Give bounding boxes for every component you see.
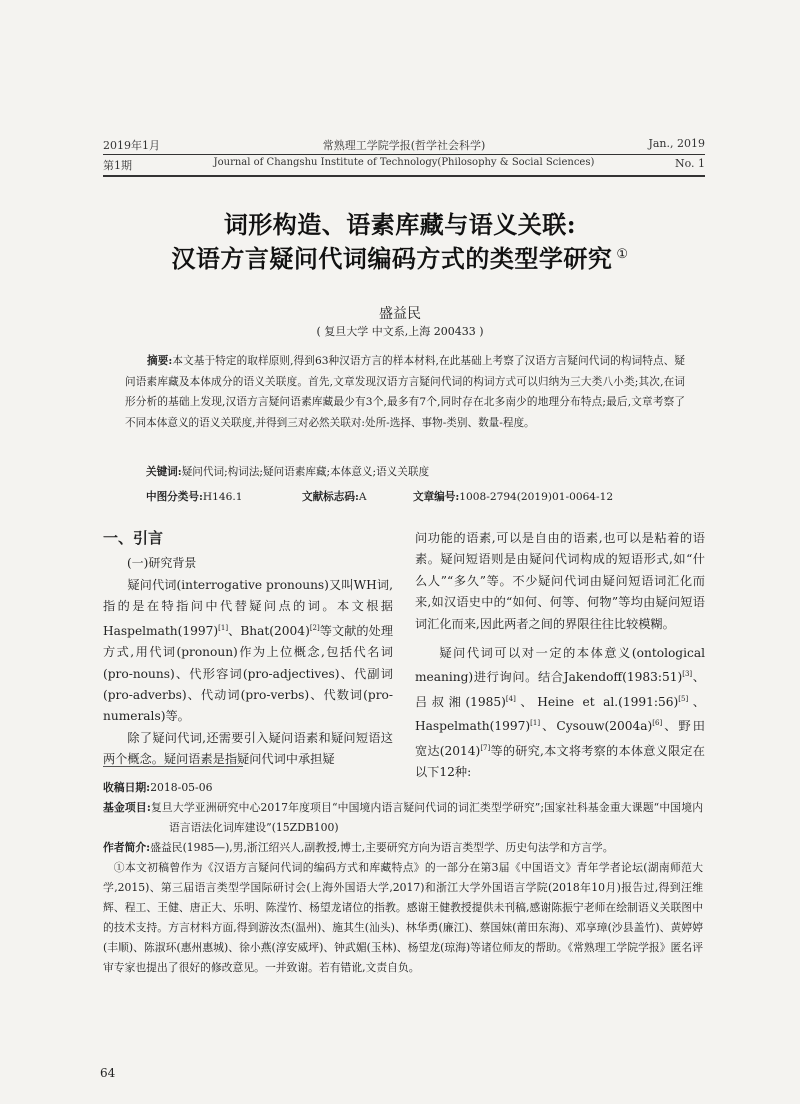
header-journal-en: Journal of Changshu Institute of Technology(Philosophy & Social Sciences) — [213, 157, 595, 168]
article-number — [413, 489, 613, 504]
title-note-mark: ① — [616, 247, 629, 262]
subsection-heading: (一)研究背景 — [127, 556, 197, 571]
received-label: 收稿日期: — [103, 781, 151, 794]
header-issue: 第1期 — [103, 159, 132, 172]
fund-text: 复旦大学亚洲研究中心2017年度项目“中国境内语言疑问代词的词汇类型学研究”;国家社科基金重大课题“中国境内语言语法化词库建设”(15ZDB100) — [150, 801, 703, 834]
citation-ref: [2] — [309, 623, 320, 632]
article-title-line2 — [0, 239, 800, 274]
footnote-rule — [103, 766, 243, 767]
header-date-en: Jan., 2019 — [648, 137, 705, 150]
citation-ref: [3] — [682, 670, 693, 679]
author-affiliation: ( 复旦大学 中文系,上海 200433 ) — [316, 325, 484, 338]
paragraph-3 — [415, 643, 705, 784]
keywords-label: 关键词: — [146, 466, 182, 478]
bio-label: 作者简介: — [103, 841, 151, 854]
paragraph-1 — [103, 575, 393, 728]
abstract-label: 摘要: — [147, 355, 173, 367]
footnote-fund — [103, 798, 703, 838]
abstract-text: 本文基于特定的取样原则,得到63种汉语方言的样本材料,在此基础上考察了汉语方言疑问代词的构词特点、疑问语素库藏及本体成分的语义关联度。首先,文章发现汉语方言疑问代词的构词方式可以归纳为三大类八小类;其次,在词形分析的基础上发现,汉语方言疑问语素库藏最少有3个,最多有7个,同时存在北多南少的地理分布特点;最后,文章考察了不同本体意义的语义关联度,并得到三对必然关联对:处所-选择、事物-类别、数量-程度。 — [125, 355, 685, 429]
paragraph-3-text-e: 、Cysouw(2004a) — [540, 719, 653, 734]
fund-label: 基金项目: — [103, 801, 151, 814]
page-number: 64 — [100, 1066, 116, 1080]
section-heading: 一、引言 — [103, 529, 164, 547]
paragraph-1-text-c: 等文献的处理方式,用代词(pronoun)作为上位概念,包括代名词(pro-nouns)、代形容词(pro-adjectives)、代副词(pro-adverbs)、代动词(pro-verbs)、代数词(pro-numerals)等。 — [103, 623, 394, 724]
articleno-value: 1008-2794(2019)01-0064-12 — [459, 491, 614, 503]
header-issue-en: No. 1 — [674, 157, 705, 170]
paragraph-1-text-b: 、Bhat(2004) — [228, 623, 310, 638]
header-journal-cn: 常熟理工学院学报(哲学社会科学) — [322, 139, 486, 152]
bio-text: 盛益民(1985—),男,浙江绍兴人,副教授,博士,主要研究方向为语言类型学、历史句法学和方言学。 — [150, 841, 614, 854]
clc-number — [146, 489, 242, 504]
paragraph-3-text-b: 、吕叔湘(1985) — [415, 670, 705, 709]
clc-value: H146.1 — [202, 491, 243, 503]
paragraph-2-continued: 问功能的语素,可以是自由的语素,也可以是粘着的语素。疑问短语则是由疑问代词构成的短语形式,如“什么人”“多久”等。不少疑问代词由疑问短语词汇化而来,如汉语史中的“如何、何等、何物”等均由疑问短语词汇化而来,因此两者之间的界限往往比较模糊。 — [415, 531, 705, 631]
paragraph-3-text-c: 、Heine et al.(1991:56) — [515, 694, 679, 709]
doccode-label: 文献标志码: — [302, 491, 359, 503]
paragraph-3-text-g: 等的研究,本文将考察的本体意义限定在以下12种: — [415, 743, 705, 780]
received-date: 2018-05-06 — [150, 781, 213, 794]
citation-ref: [7] — [480, 743, 491, 752]
body-right-column — [415, 528, 705, 784]
footnote-received — [103, 778, 703, 798]
paragraph-3-text-a: 疑问代词可以对一定的本体意义(ontological meaning)进行询问。结合Jakendoff(1983:51) — [415, 646, 705, 685]
clc-label: 中图分类号: — [146, 491, 203, 503]
paragraph-2: 除了疑问代词,还需要引入疑问语素和疑问短语这两个概念。疑问语素是指疑问代词中承担疑 — [103, 730, 393, 767]
article-title-line2-text: 汉语方言疑问代词编码方式的类型学研究 — [171, 244, 613, 273]
author-name: 盛益民 — [379, 306, 421, 322]
keywords — [146, 464, 686, 479]
header-date: 2019年1月 — [103, 139, 160, 152]
document-code — [302, 489, 367, 504]
header-rule-thick — [103, 175, 705, 177]
citation-ref: [1] — [530, 719, 541, 728]
citation-ref: [6] — [652, 719, 663, 728]
citation-ref: [4] — [505, 694, 516, 703]
keywords-text: 疑问代词;构词法;疑问语素库藏;本体意义;语义关联度 — [181, 466, 430, 478]
citation-ref: [5] — [678, 694, 689, 703]
paragraph-1-text-a: 疑问代词(interrogative pronouns)又叫WH词,指的是在特指问中代替疑问点的词。本文根据Haspelmath(1997) — [103, 577, 393, 638]
footnote-acknowledgement: ①本文初稿曾作为《汉语方言疑问代词的编码方式和库藏特点》的一部分在第3届《中国语文》青年学者论坛(湖南师范大学,2015)、第三届语言类型学国际研讨会(上海外国语大学,2017)和浙江大学外国语言学院(2018年10月)报告过,得到汪维辉、程工、王健、唐正大、乐明、陈滢竹、杨望龙诸位的指教。感谢王健教授提供未刊稿,感谢陈振宁老师在绘制语义关联图中的技术支持。方言材料方面,得到游汝杰(温州)、施其生(汕头)、林华勇(廉江)、蔡国妹(莆田东海)、邓享璋(沙县盖竹)、黄婷婷(丰顺)、陈淑环(惠州惠城)、徐小燕(淳安威坪)、钟武媚(玉林)、杨望龙(琼海)等诸位师友的帮助。《常熟理工学院学报》匿名评审专家也提出了很好的修改意见。一并致谢。若有错讹,文责自负。 — [103, 861, 703, 974]
footnote-bio — [103, 838, 703, 858]
articleno-label: 文章编号: — [413, 491, 460, 503]
article-title-line1: 词形构造、语素库藏与语义关联: — [223, 210, 577, 239]
body-left-column — [103, 528, 393, 771]
header-rule-thin — [103, 154, 705, 155]
citation-ref: [1] — [218, 623, 229, 632]
paragraph-3-text-f: 、野田宽达(2014) — [415, 719, 705, 758]
abstract — [125, 351, 685, 433]
doccode-value: A — [358, 491, 367, 503]
paragraph-3-text-d: 、Haspelmath(1997) — [415, 694, 705, 734]
